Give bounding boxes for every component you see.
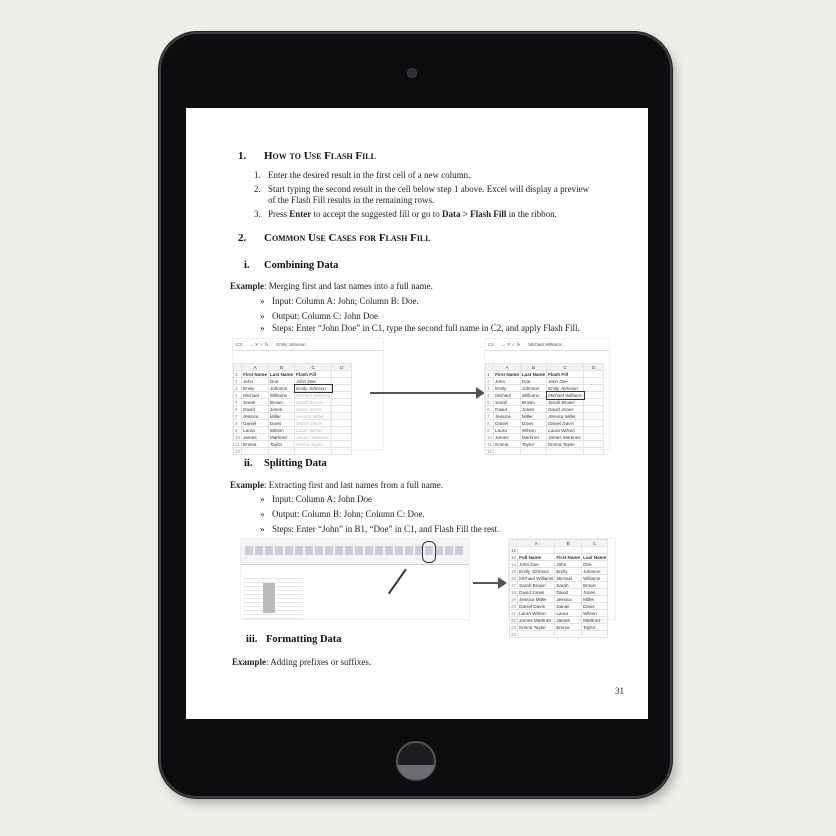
formula-bar: Emily Johnson [276, 342, 306, 347]
row-number[interactable]: 9 [486, 427, 494, 434]
column-header[interactable]: B [555, 540, 582, 547]
spreadsheet-table [233, 363, 352, 455]
table-row [486, 448, 604, 455]
table-cell[interactable]: James [555, 617, 582, 624]
table-cell[interactable]: Doe [268, 378, 294, 385]
ribbon-button-icon[interactable] [305, 546, 313, 555]
subsection-title: Splitting Data [264, 458, 327, 469]
subsection-title: Combining Data [264, 260, 339, 271]
table-cell[interactable]: Taylor [520, 441, 546, 448]
row-number[interactable]: 22 [511, 617, 517, 623]
table-cell[interactable] [332, 434, 352, 441]
table-cell[interactable]: John [242, 378, 269, 385]
table-row [486, 420, 604, 427]
table-cell[interactable] [584, 434, 604, 441]
table-cell[interactable]: Johnson [268, 385, 294, 392]
table-cell[interactable]: Williams [268, 392, 294, 399]
step-text: Enter the desired result in the first cell of a new column. [268, 170, 471, 180]
table-row [510, 568, 608, 575]
table-cell[interactable] [584, 441, 604, 448]
step-number: 3. [254, 209, 261, 219]
row-number[interactable]: 15 [511, 568, 517, 574]
ribbon-button-icon[interactable] [395, 546, 403, 555]
row-number[interactable]: 5 [234, 399, 242, 406]
table-row [510, 596, 608, 603]
row-number[interactable]: 20 [511, 603, 517, 609]
table-row [510, 547, 608, 554]
table-cell[interactable]: Brown [582, 582, 608, 589]
table-cell[interactable]: Jones [582, 589, 608, 596]
row-number[interactable]: 11 [487, 441, 492, 447]
column-header[interactable]: A [518, 540, 555, 547]
name-box: C3 [236, 342, 242, 347]
table-row [486, 427, 604, 434]
table-cell[interactable]: David Jones [295, 406, 332, 413]
table-cell[interactable]: Laura Wilson [518, 610, 555, 617]
bullet-text: Steps: Enter “John Doe” in C1, type the second full name in C2, and apply Flash Fill. [272, 323, 580, 333]
bullet-text: Input: Column A: John Doe [272, 494, 373, 504]
table-cell[interactable]: Full Name [518, 554, 555, 561]
document-page [186, 108, 648, 719]
table-cell[interactable]: Davis [582, 603, 608, 610]
row-number[interactable]: 7 [486, 413, 494, 420]
table-cell[interactable] [584, 385, 604, 392]
screenshot-split [508, 538, 616, 637]
table-cell[interactable] [268, 448, 294, 455]
table-cell[interactable]: Emma Taylor [518, 624, 555, 631]
row-number[interactable]: 3 [486, 385, 494, 392]
subsection-title: Formatting Data [266, 634, 342, 645]
table-cell[interactable]: First Name [243, 371, 267, 377]
spreadsheet-table [509, 539, 608, 638]
screenshot-after: C4 ⌄ ✕ ✓ fx Michael Williams A B C D 1 First Name Last Name Flash Fill 2 John Doe John Doe 3 Emily Johnson Emily Johnson 4 Michael Williams Michael Williams 5 Sarah Brown Sarah Brown 6 David Jones David Jones 7 Jessica Miller Jessica Miller 8 Daniel Davis Daniel Davis 9 Laura Wilson Laura Wilson 10 James Martinez James Martinez 11 Emma Taylor Emma Taylor 12 [484, 338, 610, 450]
row-number[interactable]: 12 [235, 448, 241, 454]
table-row [510, 624, 608, 631]
table-row [510, 631, 608, 638]
table-cell[interactable]: Emma [555, 624, 582, 631]
table-cell[interactable] [584, 392, 604, 399]
table-cell[interactable]: Daniel Davis [518, 603, 555, 610]
bullet-icon: » [260, 311, 265, 321]
table-cell[interactable]: Martinez [268, 434, 294, 441]
ribbon-button-icon[interactable] [265, 546, 273, 555]
row-number[interactable]: 5 [486, 399, 494, 406]
table-cell[interactable]: Laura [494, 427, 521, 434]
step-text: Start typing the second result in the cell below step 1 above. Excel will display a preview [268, 184, 590, 194]
table-cell[interactable] [332, 399, 352, 406]
table-cell[interactable]: Emma [494, 441, 521, 448]
table-cell[interactable]: Wilson [268, 427, 294, 434]
bullet-icon: » [260, 323, 265, 333]
column-header[interactable]: D [332, 364, 352, 371]
table-cell[interactable]: James Martinez [547, 434, 584, 441]
example-text: Example: Merging first and last names into a full name. [230, 281, 433, 291]
table-row [486, 441, 604, 448]
table-cell[interactable]: Flash Fill [295, 371, 332, 378]
table-row [234, 378, 352, 385]
row-number[interactable]: 13 [511, 554, 517, 560]
ribbon-button-icon[interactable] [245, 546, 253, 555]
table-cell[interactable]: Emma Taylor [295, 441, 332, 448]
table-row [510, 561, 608, 568]
table-cell[interactable] [584, 371, 604, 378]
table-cell[interactable]: Sarah Brown [518, 582, 555, 589]
table-cell[interactable] [555, 631, 582, 638]
section-number: 1. [238, 150, 247, 162]
table-row [234, 399, 352, 406]
table-cell[interactable]: Last Name [269, 371, 294, 377]
table-cell[interactable]: Davis [520, 420, 546, 427]
row-number[interactable]: 11 [235, 441, 240, 447]
table-cell[interactable]: Williams [520, 392, 546, 399]
table-cell[interactable] [518, 631, 555, 638]
table-cell[interactable] [332, 392, 352, 399]
table-cell[interactable]: Williams [582, 575, 608, 582]
ribbon-button-icon[interactable] [345, 546, 353, 555]
bullet-icon: » [260, 524, 265, 534]
table-cell[interactable]: First Name [495, 371, 519, 377]
table-cell[interactable]: Michael [555, 575, 582, 582]
bullet-text: Input: Column A: John; Column B: Doe. [272, 296, 419, 306]
table-cell[interactable]: Emily Johnson [547, 385, 584, 392]
table-cell[interactable]: Sarah [555, 582, 582, 589]
table-cell[interactable]: Michael [242, 392, 269, 399]
table-row [510, 610, 608, 617]
table-cell[interactable] [332, 427, 352, 434]
row-number[interactable]: 10 [235, 434, 241, 440]
table-cell[interactable]: Jones [268, 406, 294, 413]
step-text: of the Flash Fill results in the remaining rows. [268, 195, 435, 205]
table-cell[interactable]: John Doe [518, 561, 555, 568]
table-row [234, 434, 352, 441]
table-cell[interactable] [332, 378, 352, 385]
row-number[interactable]: 3 [234, 385, 242, 392]
row-number[interactable]: 12 [487, 448, 493, 454]
formula-bar: Michael Williams [528, 342, 562, 347]
flash-fill-highlight [422, 541, 436, 563]
table-cell[interactable]: Jessica [494, 413, 521, 420]
table-cell[interactable]: Laura Wilson [295, 427, 332, 434]
step-text: Press Enter to accept the suggested fill or go to Data > Flash Fill in the ribbon. [268, 209, 557, 219]
table-row [234, 385, 352, 392]
row-number[interactable]: 16 [511, 575, 517, 581]
table-cell[interactable]: Martinez [582, 617, 608, 624]
table-row [234, 441, 352, 448]
table-cell[interactable]: Sarah Brown [295, 399, 332, 406]
bullet-icon: » [260, 494, 265, 504]
table-row [234, 406, 352, 413]
screenshot-before: C3 ⌄ ✕ ✓ fx Emily Johnson A B C D 1 First Name Last Name Flash Fill 2 John Doe John Doe 3 Emily Johnson Emily Johnson 4 Michael Williams Michael Williams 5 Sarah Brown Sarah Brown 6 David Jones David Jones 7 Jessica Miller Jessica Miller 8 Daniel Davis Daniel Davis 9 Laura Wilson Laura Wilson 10 James Martinez James Martinez 11 Emma Taylor Emma Taylor 12 [232, 338, 384, 450]
table-cell[interactable]: Laura Wilson [547, 427, 584, 434]
table-cell[interactable]: Jessica Miller [547, 413, 584, 420]
subsection-number: i. [244, 260, 250, 271]
table-row [486, 399, 604, 406]
subsection-number: iii. [246, 634, 258, 645]
table-row [234, 420, 352, 427]
table-row [486, 413, 604, 420]
table-cell[interactable] [584, 420, 604, 427]
table-cell[interactable] [242, 448, 269, 455]
table-row [486, 406, 604, 413]
table-cell[interactable]: Emma [242, 441, 269, 448]
table-cell[interactable]: James [494, 434, 521, 441]
column-header[interactable]: B [520, 364, 546, 371]
row-number[interactable]: 24 [511, 631, 517, 637]
step-number: 1. [254, 170, 261, 180]
table-cell[interactable] [332, 448, 352, 455]
table-cell[interactable] [332, 420, 352, 427]
row-number[interactable]: 23 [511, 624, 517, 630]
bullet-icon: » [260, 296, 265, 306]
arrow-icon [473, 582, 500, 584]
row-number[interactable]: 14 [511, 561, 517, 567]
bullet-text: Output: Column C: John Doe [272, 311, 379, 321]
table-cell[interactable]: Michael Williams [519, 575, 554, 581]
bullet-icon: » [260, 509, 265, 519]
table-cell[interactable] [584, 399, 604, 406]
table-cell[interactable] [295, 448, 332, 455]
table-cell[interactable]: Jessica [242, 413, 269, 420]
column-header[interactable]: C [582, 540, 608, 547]
table-cell[interactable]: Michael Williams [296, 392, 331, 398]
table-row [486, 378, 604, 385]
row-number[interactable]: 9 [234, 427, 242, 434]
row-number[interactable]: 21 [511, 610, 517, 616]
ribbon-button-icon[interactable] [285, 546, 293, 555]
ribbon-button-icon[interactable] [455, 546, 463, 555]
table-cell[interactable]: Daniel [555, 603, 582, 610]
table-cell[interactable]: Brown [520, 399, 546, 406]
table-cell[interactable]: Taylor [582, 624, 608, 631]
table-cell[interactable]: Daniel [494, 420, 521, 427]
example-text: Example: Adding prefixes or suffixes. [232, 657, 372, 667]
table-cell[interactable]: Sarah [242, 399, 269, 406]
table-row [234, 413, 352, 420]
ribbon-button-icon[interactable] [355, 546, 363, 555]
row-number[interactable]: 8 [234, 420, 242, 427]
table-cell[interactable] [584, 448, 604, 455]
table-row [234, 448, 352, 455]
table-cell[interactable]: Flash Fill [547, 371, 584, 378]
table-cell[interactable]: David Jones [547, 406, 584, 413]
table-cell[interactable] [584, 413, 604, 420]
bullet-text: Output: Column B: John; Column C: Doe. [272, 509, 425, 519]
table-cell[interactable]: Daniel Davis [295, 420, 332, 427]
ribbon-button-icon[interactable] [365, 546, 373, 555]
table-cell[interactable]: James Martinez [295, 434, 332, 441]
table-cell[interactable]: John Doe [547, 378, 584, 385]
table-cell[interactable]: David [242, 406, 269, 413]
table-row [234, 427, 352, 434]
ribbon-button-icon[interactable] [385, 546, 393, 555]
table-cell[interactable]: Emily Johnson [518, 568, 555, 575]
column-header[interactable] [486, 364, 494, 371]
column-header[interactable]: A [494, 364, 521, 371]
bullet-text: Steps: Enter “John” in B1, “Doe” in C1, and Flash Fill the rest. [272, 524, 500, 534]
table-cell[interactable]: Wilson [520, 427, 546, 434]
ribbon-button-icon[interactable] [255, 546, 263, 555]
table-row [510, 603, 608, 610]
table-cell[interactable]: Jones [520, 406, 546, 413]
table-cell[interactable]: John Doe [295, 378, 332, 385]
table-cell[interactable] [332, 385, 352, 392]
row-number[interactable]: 4 [486, 392, 494, 399]
row-number[interactable]: 6 [234, 406, 242, 413]
table-row [510, 554, 608, 561]
step-number: 2. [254, 184, 261, 194]
table-cell[interactable]: First Name [556, 554, 581, 560]
table-row [510, 617, 608, 624]
section-title: How to Use Flash Fill [264, 150, 376, 162]
pointer-arrow [388, 569, 406, 594]
camera-icon [407, 68, 417, 78]
table-cell[interactable]: David [494, 406, 521, 413]
row-number[interactable]: 1 [486, 371, 494, 378]
row-number[interactable]: 19 [511, 596, 517, 602]
table-row [510, 582, 608, 589]
arrow-icon [370, 392, 478, 394]
table-cell[interactable] [584, 378, 604, 385]
ribbon-button-icon[interactable] [375, 546, 383, 555]
column-header[interactable] [234, 364, 242, 371]
table-cell[interactable] [494, 448, 521, 455]
table-cell[interactable]: Last Name [521, 371, 546, 377]
table-cell[interactable]: John [494, 378, 521, 385]
table-cell[interactable]: Laura [555, 610, 582, 617]
screenshot-ribbon [240, 538, 470, 620]
table-cell[interactable]: John [555, 561, 582, 568]
table-cell[interactable]: Emily Johnson [295, 385, 332, 392]
table-cell[interactable]: Emily [494, 385, 521, 392]
table-cell[interactable]: Martinez [520, 434, 546, 441]
table-row [234, 371, 352, 378]
table-cell[interactable]: Miller [520, 413, 546, 420]
example-text: Example: Extracting first and last names from a full name. [230, 480, 443, 490]
row-number[interactable]: 18 [511, 589, 517, 595]
table-cell[interactable]: Michael Williams [548, 392, 583, 398]
table-cell[interactable]: Laura [242, 427, 269, 434]
ribbon-button-icon[interactable] [335, 546, 343, 555]
table-row [486, 385, 604, 392]
page-number: 31 [615, 686, 624, 696]
table-row [510, 589, 608, 596]
ribbon-button-icon[interactable] [275, 546, 283, 555]
table-cell[interactable]: Doe [520, 378, 546, 385]
table-cell[interactable]: Daniel Davis [547, 420, 584, 427]
table-cell[interactable] [547, 448, 584, 455]
table-cell[interactable] [332, 371, 352, 378]
ribbon-button-icon[interactable] [315, 546, 323, 555]
table-cell[interactable] [584, 406, 604, 413]
spreadsheet-table [485, 363, 604, 455]
row-number[interactable]: 4 [234, 392, 242, 399]
table-cell[interactable]: Johnson [520, 385, 546, 392]
row-number[interactable]: 2 [234, 378, 242, 385]
table-cell[interactable]: David [555, 589, 582, 596]
table-cell[interactable]: Sarah Brown [547, 399, 584, 406]
ribbon-button-icon[interactable] [435, 546, 443, 555]
table-cell[interactable]: James [242, 434, 269, 441]
table-cell[interactable]: Doe [582, 561, 608, 568]
row-number[interactable]: 2 [486, 378, 494, 385]
ribbon-button-icon[interactable] [405, 546, 413, 555]
row-number[interactable]: 17 [511, 582, 517, 588]
table-row [234, 392, 352, 399]
table-cell[interactable] [555, 547, 582, 554]
table-cell[interactable] [582, 631, 608, 638]
row-number[interactable]: 8 [486, 420, 494, 427]
table-row [486, 392, 604, 399]
home-button[interactable] [396, 741, 436, 781]
table-cell[interactable]: Miller [582, 596, 608, 603]
table-cell[interactable]: Brown [268, 399, 294, 406]
table-cell[interactable]: Jessica Miller [295, 413, 332, 420]
row-number[interactable]: 10 [487, 434, 493, 440]
table-cell[interactable] [582, 547, 608, 554]
column-header[interactable]: B [268, 364, 294, 371]
table-cell[interactable]: Davis [268, 420, 294, 427]
row-number[interactable]: 1 [234, 371, 242, 378]
name-box: C4 [488, 342, 494, 347]
section-number: 2. [238, 232, 247, 244]
table-cell[interactable]: Emily [555, 568, 582, 575]
table-cell[interactable]: Jessica Miller [518, 596, 555, 603]
table-cell[interactable]: Daniel [242, 420, 269, 427]
table-cell[interactable]: James Martinez [518, 617, 555, 624]
ribbon-button-icon[interactable] [325, 546, 333, 555]
column-header[interactable]: D [584, 364, 604, 371]
ribbon-button-icon[interactable] [445, 546, 453, 555]
table-cell[interactable] [332, 441, 352, 448]
table-cell[interactable]: Emily [242, 385, 269, 392]
column-header[interactable]: A [242, 364, 269, 371]
table-cell[interactable]: Emma Taylor [547, 441, 584, 448]
table-row [486, 434, 604, 441]
row-number[interactable]: 7 [234, 413, 242, 420]
table-cell[interactable] [518, 547, 555, 554]
ribbon-button-icon[interactable] [295, 546, 303, 555]
table-cell[interactable]: Miller [268, 413, 294, 420]
table-cell[interactable]: Taylor [268, 441, 294, 448]
table-cell[interactable]: Wilson [582, 610, 608, 617]
column-header[interactable]: C [547, 364, 584, 371]
subsection-number: ii. [244, 458, 253, 469]
table-cell[interactable] [332, 413, 352, 420]
row-number[interactable]: 12 [511, 547, 517, 553]
table-cell[interactable] [584, 427, 604, 434]
table-cell[interactable]: Johnson [582, 568, 608, 575]
table-cell[interactable]: Sarah [494, 399, 521, 406]
section-title: Common Use Cases for Flash Fill [264, 232, 431, 244]
table-row [510, 575, 608, 582]
table-row [486, 371, 604, 378]
table-cell[interactable]: Michael [494, 392, 521, 399]
table-cell[interactable]: Jessica [555, 596, 582, 603]
table-cell[interactable]: David Jones [518, 589, 555, 596]
row-number[interactable]: 6 [486, 406, 494, 413]
table-cell[interactable] [520, 448, 546, 455]
table-cell[interactable] [332, 406, 352, 413]
column-header[interactable] [510, 540, 518, 547]
table-cell[interactable]: Last Name [583, 554, 607, 560]
column-header[interactable]: C [295, 364, 332, 371]
